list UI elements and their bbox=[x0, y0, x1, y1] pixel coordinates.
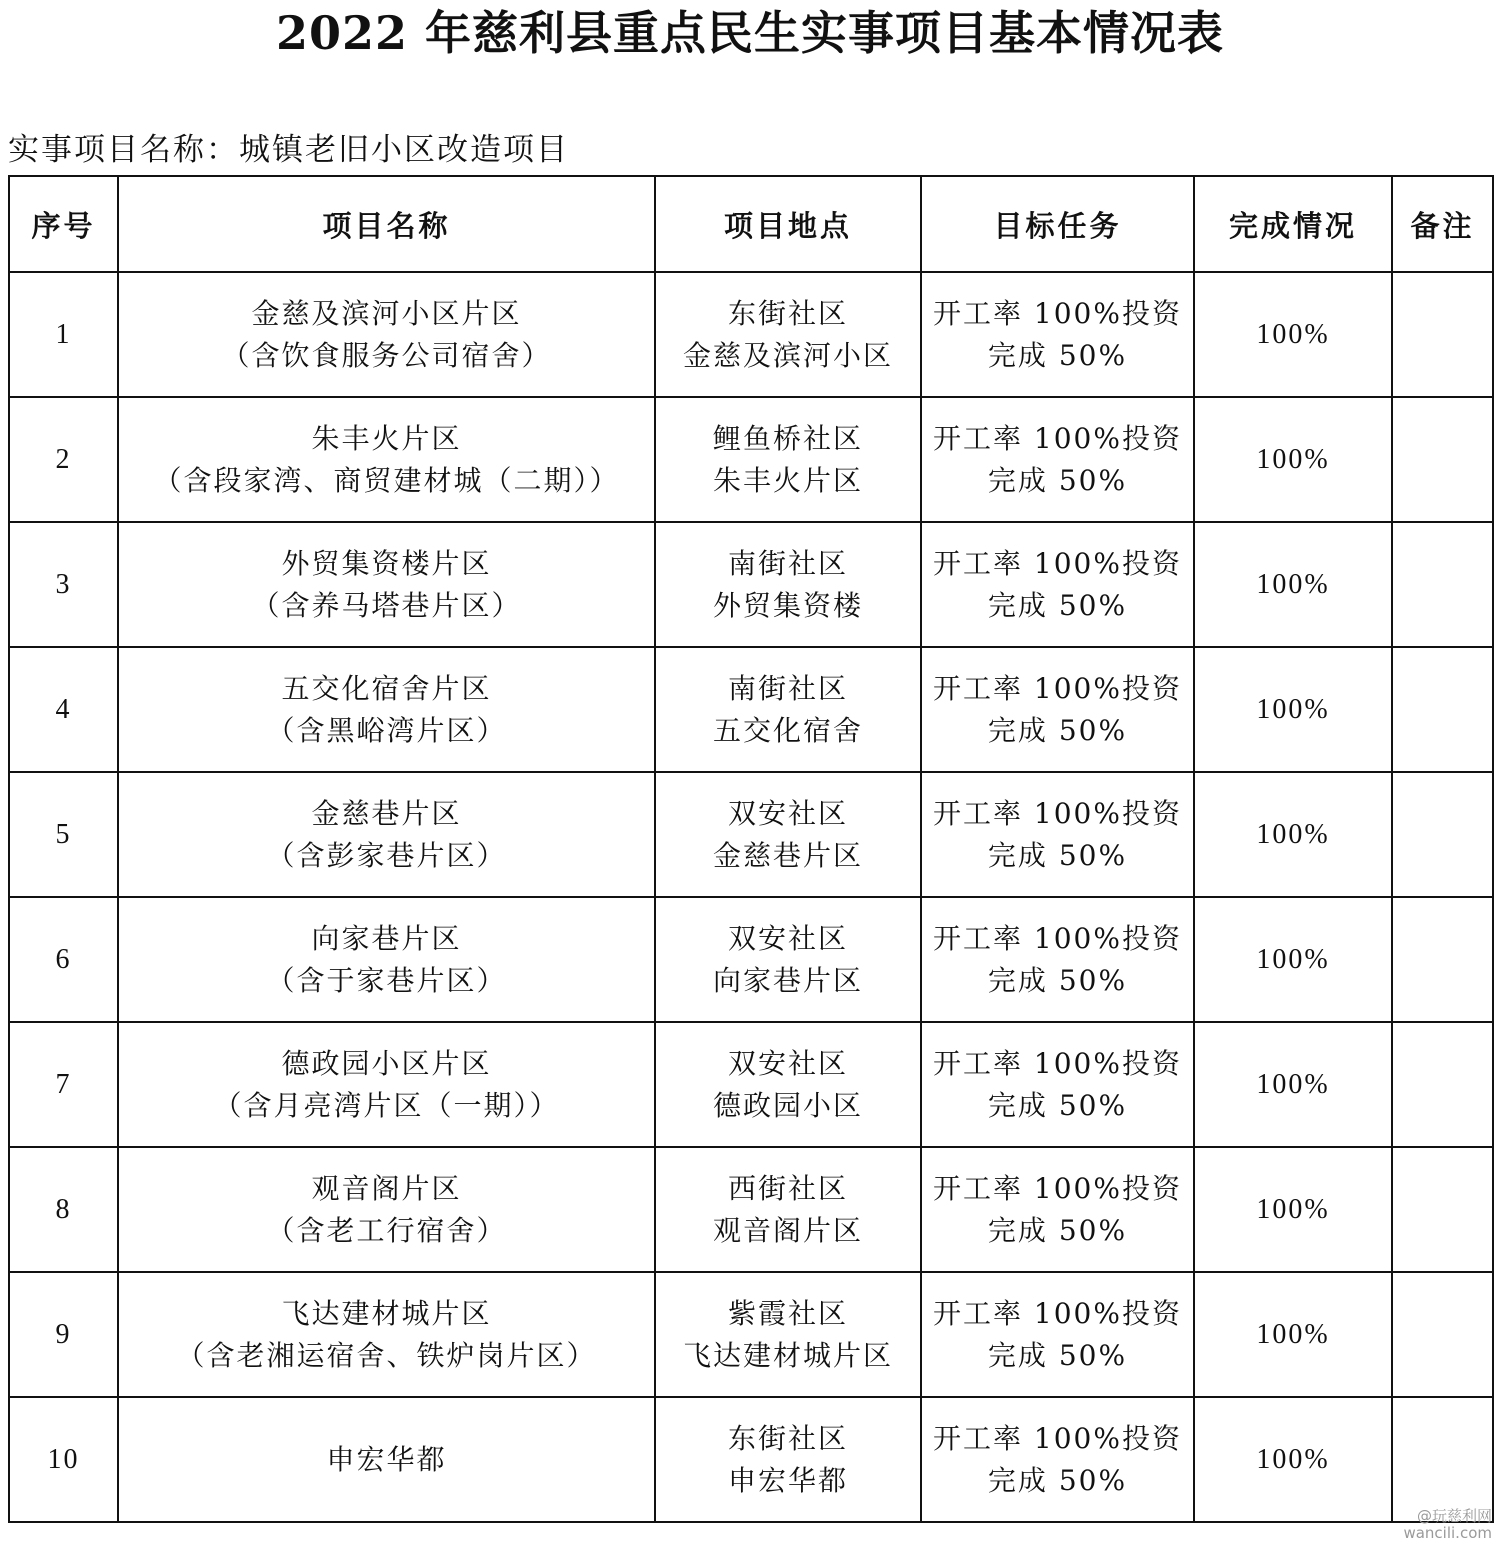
table-row bbox=[9, 272, 1493, 397]
row-target bbox=[921, 1022, 1194, 1147]
location-area: 朱丰火片区 bbox=[712, 463, 863, 497]
row-seq: 8 bbox=[9, 1147, 118, 1272]
row-seq: 5 bbox=[9, 772, 118, 897]
target-line: 完成 50% bbox=[987, 713, 1128, 747]
target-line: 开工率 100%投资 bbox=[933, 421, 1182, 455]
location-community: 双安社区 bbox=[727, 796, 848, 830]
table-row bbox=[9, 1022, 1493, 1147]
target-line: 完成 50% bbox=[987, 963, 1128, 997]
row-remark bbox=[1392, 647, 1493, 772]
row-project-name bbox=[118, 272, 655, 397]
row-location bbox=[655, 1272, 921, 1397]
location-area: 外贸集资楼 bbox=[712, 588, 863, 622]
watermark-line: wancili.com bbox=[1403, 1524, 1492, 1542]
row-status: 100% bbox=[1194, 1022, 1392, 1147]
row-seq: 1 bbox=[9, 272, 118, 397]
row-seq: 7 bbox=[9, 1022, 118, 1147]
row-target bbox=[921, 647, 1194, 772]
row-remark bbox=[1392, 397, 1493, 522]
project-name-line: 向家巷片区 bbox=[311, 921, 462, 955]
row-location bbox=[655, 397, 921, 522]
project-name-line: 金慈巷片区 bbox=[311, 796, 462, 830]
target-line: 完成 50% bbox=[987, 338, 1128, 372]
row-target bbox=[921, 1397, 1194, 1522]
row-seq: 10 bbox=[9, 1397, 118, 1522]
row-status: 100% bbox=[1194, 897, 1392, 1022]
row-remark bbox=[1392, 1147, 1493, 1272]
row-status: 100% bbox=[1194, 647, 1392, 772]
row-remark bbox=[1392, 1397, 1493, 1522]
row-status: 100% bbox=[1194, 1147, 1392, 1272]
project-name-line: 申宏华都 bbox=[326, 1442, 447, 1476]
header-target: 目标任务 bbox=[921, 176, 1194, 272]
document-title: 2022 年慈利县重点民生实事项目基本情况表 bbox=[275, 6, 1225, 60]
row-target bbox=[921, 897, 1194, 1022]
location-community: 紫霞社区 bbox=[727, 1296, 848, 1330]
target-line: 完成 50% bbox=[987, 1338, 1128, 1372]
table-row bbox=[9, 522, 1493, 647]
target-line: 开工率 100%投资 bbox=[933, 546, 1182, 580]
row-remark bbox=[1392, 1022, 1493, 1147]
row-remark bbox=[1392, 897, 1493, 1022]
project-name-line: 五交化宿舍片区 bbox=[281, 671, 492, 705]
project-name-sub: （含老湘运宿舍、铁炉岗片区） bbox=[176, 1338, 597, 1372]
watermark bbox=[1403, 1508, 1492, 1542]
row-location bbox=[655, 897, 921, 1022]
location-area: 五交化宿舍 bbox=[712, 713, 863, 747]
location-community: 南街社区 bbox=[727, 671, 848, 705]
row-status: 100% bbox=[1194, 772, 1392, 897]
project-table bbox=[8, 175, 1494, 1523]
location-area: 金慈及滨河小区 bbox=[682, 338, 893, 372]
row-location bbox=[655, 272, 921, 397]
row-seq: 3 bbox=[9, 522, 118, 647]
watermark-line: @玩慈利网 bbox=[1416, 1507, 1492, 1525]
location-community: 东街社区 bbox=[727, 296, 848, 330]
target-line: 开工率 100%投资 bbox=[933, 1171, 1182, 1205]
row-status: 100% bbox=[1194, 272, 1392, 397]
target-line: 完成 50% bbox=[987, 1213, 1128, 1247]
project-name-label: 实事项目名称：城镇老旧小区改造项目 bbox=[8, 132, 569, 168]
location-community: 南街社区 bbox=[727, 546, 848, 580]
target-line: 开工率 100%投资 bbox=[933, 1046, 1182, 1080]
project-name-sub: （含养马塔巷片区） bbox=[251, 588, 522, 622]
target-line: 开工率 100%投资 bbox=[933, 921, 1182, 955]
row-location bbox=[655, 522, 921, 647]
location-area: 观音阁片区 bbox=[712, 1213, 863, 1247]
row-target bbox=[921, 1272, 1194, 1397]
row-remark bbox=[1392, 772, 1493, 897]
table-row bbox=[9, 1147, 1493, 1272]
row-target bbox=[921, 397, 1194, 522]
target-line: 开工率 100%投资 bbox=[933, 671, 1182, 705]
location-community: 西街社区 bbox=[727, 1171, 848, 1205]
row-status: 100% bbox=[1194, 1272, 1392, 1397]
project-name-sub: （含黑峪湾片区） bbox=[266, 713, 507, 747]
project-name-sub: （含饮食服务公司宿舍） bbox=[221, 338, 552, 372]
row-target bbox=[921, 772, 1194, 897]
row-target bbox=[921, 272, 1194, 397]
header-seq: 序号 bbox=[9, 176, 118, 272]
row-location bbox=[655, 772, 921, 897]
row-location bbox=[655, 647, 921, 772]
row-seq: 9 bbox=[9, 1272, 118, 1397]
location-community: 双安社区 bbox=[727, 1046, 848, 1080]
project-name-sub: （含于家巷片区） bbox=[266, 963, 507, 997]
row-remark bbox=[1392, 272, 1493, 397]
header-remark: 备注 bbox=[1392, 176, 1493, 272]
target-line: 开工率 100%投资 bbox=[933, 1296, 1182, 1330]
header-name: 项目名称 bbox=[118, 176, 655, 272]
project-name-line: 观音阁片区 bbox=[311, 1171, 462, 1205]
row-seq: 2 bbox=[9, 397, 118, 522]
table-row bbox=[9, 897, 1493, 1022]
row-project-name bbox=[118, 1397, 655, 1522]
location-area: 申宏华都 bbox=[727, 1463, 848, 1497]
row-project-name bbox=[118, 897, 655, 1022]
row-location bbox=[655, 1022, 921, 1147]
location-area: 向家巷片区 bbox=[712, 963, 863, 997]
location-area: 飞达建材城片区 bbox=[682, 1338, 893, 1372]
row-project-name bbox=[118, 1272, 655, 1397]
table-row bbox=[9, 772, 1493, 897]
table-row bbox=[9, 647, 1493, 772]
row-project-name bbox=[118, 647, 655, 772]
row-status: 100% bbox=[1194, 397, 1392, 522]
target-line: 完成 50% bbox=[987, 1088, 1128, 1122]
row-location bbox=[655, 1147, 921, 1272]
target-line: 完成 50% bbox=[987, 1463, 1128, 1497]
location-community: 东街社区 bbox=[727, 1421, 848, 1455]
target-line: 完成 50% bbox=[987, 838, 1128, 872]
row-target bbox=[921, 522, 1194, 647]
project-name-sub: （含月亮湾片区（一期）） bbox=[213, 1088, 560, 1122]
row-target bbox=[921, 1147, 1194, 1272]
project-name-line: 飞达建材城片区 bbox=[281, 1296, 492, 1330]
row-status: 100% bbox=[1194, 522, 1392, 647]
project-name-line: 德政园小区片区 bbox=[281, 1046, 492, 1080]
location-area: 德政园小区 bbox=[712, 1088, 863, 1122]
target-line: 开工率 100%投资 bbox=[933, 796, 1182, 830]
location-community: 鲤鱼桥社区 bbox=[712, 421, 863, 455]
target-line: 完成 50% bbox=[987, 463, 1128, 497]
row-seq: 6 bbox=[9, 897, 118, 1022]
row-project-name bbox=[118, 397, 655, 522]
row-location bbox=[655, 1397, 921, 1522]
target-line: 开工率 100%投资 bbox=[933, 296, 1182, 330]
row-project-name bbox=[118, 522, 655, 647]
header-status: 完成情况 bbox=[1194, 176, 1392, 272]
location-community: 双安社区 bbox=[727, 921, 848, 955]
row-remark bbox=[1392, 1272, 1493, 1397]
row-status: 100% bbox=[1194, 1397, 1392, 1522]
header-location: 项目地点 bbox=[655, 176, 921, 272]
project-name-sub: （含彭家巷片区） bbox=[266, 838, 507, 872]
project-name-line: 朱丰火片区 bbox=[311, 421, 462, 455]
row-project-name bbox=[118, 772, 655, 897]
row-remark bbox=[1392, 522, 1493, 647]
target-line: 完成 50% bbox=[987, 588, 1128, 622]
table-row bbox=[9, 1397, 1493, 1522]
table-row bbox=[9, 397, 1493, 522]
location-area: 金慈巷片区 bbox=[712, 838, 863, 872]
table-row bbox=[9, 1272, 1493, 1397]
row-seq: 4 bbox=[9, 647, 118, 772]
target-line: 开工率 100%投资 bbox=[933, 1421, 1182, 1455]
project-name-sub: （含老工行宿舍） bbox=[266, 1213, 507, 1247]
project-name-sub: （含段家湾、商贸建材城（二期）） bbox=[153, 463, 620, 497]
table-header-row bbox=[9, 176, 1493, 272]
project-name-line: 外贸集资楼片区 bbox=[281, 546, 492, 580]
row-project-name bbox=[118, 1022, 655, 1147]
row-project-name bbox=[118, 1147, 655, 1272]
project-name-line: 金慈及滨河小区片区 bbox=[251, 296, 522, 330]
